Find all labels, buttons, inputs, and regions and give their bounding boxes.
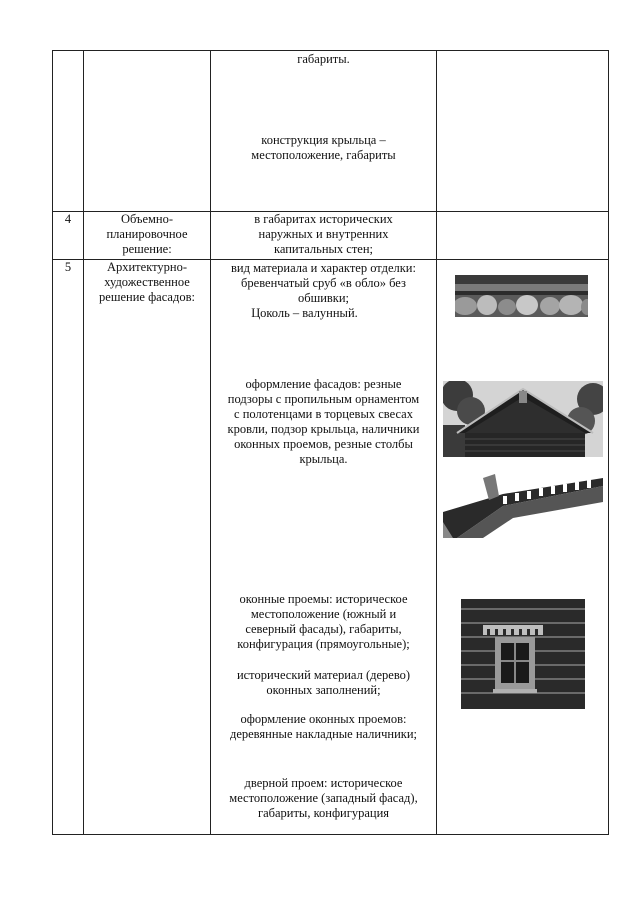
element-name-cell — [84, 260, 211, 835]
table-row — [53, 212, 609, 260]
description-line: в габаритах исторических — [254, 212, 393, 226]
row-number: 4 — [64, 212, 72, 226]
description-line: габариты. — [297, 52, 350, 66]
row-number-cell — [53, 51, 84, 212]
element-name-cell — [84, 51, 211, 212]
description-line: крыльца. — [299, 452, 348, 466]
description-line: наружных и внутренних — [258, 227, 389, 241]
element-name-line: художественное — [104, 275, 190, 289]
requirements-table — [52, 50, 609, 835]
description-line: местоположение (западный фасад), — [229, 791, 418, 805]
description-line: капитальных стен; — [273, 242, 374, 256]
table-row — [53, 260, 609, 835]
description-line: оформление оконных проемов: — [240, 712, 407, 726]
description-line: оформление фасадов: резные — [245, 377, 402, 391]
carved-eave-photo — [443, 472, 603, 538]
description-line: подзоры с пропильным орнаментом — [227, 392, 420, 406]
description-line: северный фасады), габариты, — [245, 622, 402, 636]
description-line: оконных заполнений; — [266, 683, 381, 697]
photo-cell — [437, 212, 609, 260]
description-block — [211, 712, 436, 742]
description-line: Цоколь – валунный. — [251, 306, 358, 320]
element-name-cell — [84, 212, 211, 260]
photo-cell — [437, 260, 609, 835]
element-name-line: Объемно- — [120, 212, 174, 226]
row-number: 5 — [64, 260, 72, 274]
description-line: кровли, подзор крыльца, наличники — [227, 422, 420, 436]
photo-cell — [437, 51, 609, 212]
description-line: оконные проемы: историческое — [239, 592, 408, 606]
element-name-line: Архитектурно- — [106, 260, 188, 274]
description-block — [211, 592, 436, 652]
plinth-photo — [455, 275, 588, 317]
description-line: местоположение, габариты — [251, 148, 396, 162]
description-line: габариты, конфигурация — [257, 806, 390, 820]
description-block — [211, 261, 436, 321]
description-line: конструкция крыльца – — [261, 133, 386, 147]
description-cell — [211, 260, 437, 835]
description-line: деревянные накладные наличники; — [229, 727, 418, 741]
description-block — [211, 52, 436, 67]
description-line: бревенчатый сруб «в обло» без — [241, 276, 406, 290]
description-line: оконных проемов, резные столбы — [234, 437, 413, 451]
description-cell — [211, 212, 437, 260]
description-block — [211, 133, 436, 163]
description-block — [211, 377, 436, 467]
description-line: обшивки; — [297, 291, 350, 305]
table-row — [53, 51, 609, 212]
element-name-line: решение фасадов: — [99, 290, 195, 304]
description-cell — [211, 51, 437, 212]
description-line: исторический материал (дерево) — [236, 668, 411, 682]
row-number-cell — [53, 260, 84, 835]
description-block — [211, 668, 436, 698]
element-name-line: планировочное — [106, 227, 188, 241]
description-line: местоположение (южный и — [250, 607, 397, 621]
description-line: дверной проем: историческое — [244, 776, 403, 790]
description-line: вид материала и характер отделки: — [231, 261, 416, 275]
row-number-cell — [53, 212, 84, 260]
gable-facade-photo — [443, 381, 603, 457]
window-photo — [461, 599, 585, 709]
description-block — [211, 776, 436, 821]
description-line: с полотенцами в торцевых свесах — [234, 407, 413, 421]
element-name-line: решение: — [122, 242, 172, 256]
description-line: конфигурация (прямоугольные); — [237, 637, 410, 651]
